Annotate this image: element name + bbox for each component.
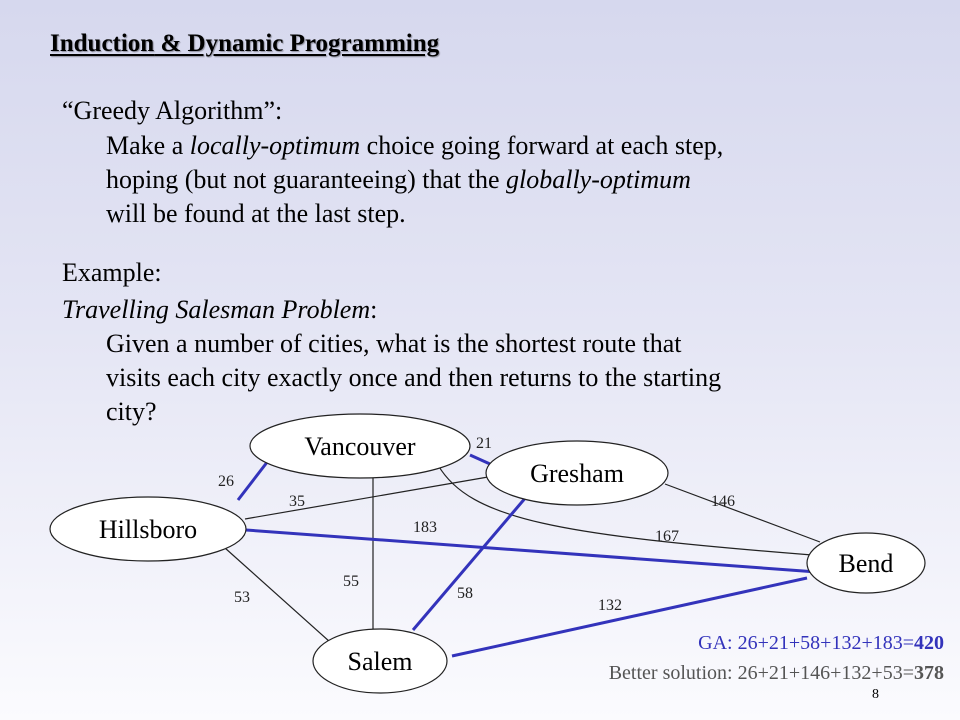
example-label: Example: xyxy=(62,258,162,287)
greedy-line-2: hoping (but not guaranteeing) that the globally-optimum xyxy=(106,165,691,194)
weight-vancouver-gresham: 21 xyxy=(476,435,492,452)
edge-hillsboro-gresham xyxy=(245,477,488,519)
label-vancouver: Vancouver xyxy=(304,432,416,461)
greedy-line-1: Make a locally-optimum choice going forward at each step, xyxy=(106,131,724,160)
title-part-dynamic-programming: & Dynamic Programming xyxy=(154,30,440,57)
label-bend: Bend xyxy=(838,549,894,578)
globally-optimum-term: globally-optimum xyxy=(506,165,691,194)
weight-hillsboro-gresham: 35 xyxy=(289,493,305,510)
label-hillsboro: Hillsboro xyxy=(98,515,198,544)
problem-line-2: visits each city exactly once and then returns to the starting xyxy=(106,363,722,392)
weight-hillsboro-vancouver: 26 xyxy=(218,473,234,490)
problem-name: Travelling Salesman Problem: xyxy=(62,295,378,324)
title-part-induction: Induction xyxy=(50,30,155,57)
label-gresham: Gresham xyxy=(530,459,624,488)
ga-total: 420 xyxy=(914,632,944,654)
weight-hillsboro-salem: 53 xyxy=(234,589,250,606)
weight-gresham-salem: 58 xyxy=(457,585,473,602)
greedy-line-3: will be found at the last step. xyxy=(106,199,406,228)
weight-gresham-bend: 146 xyxy=(711,493,735,510)
edge-vancouver-gresham xyxy=(470,455,490,464)
weight-vancouver-bend: 167 xyxy=(655,528,679,545)
edge-gresham-salem xyxy=(413,496,527,630)
weight-hillsboro-bend: 183 xyxy=(413,519,437,536)
edge-hillsboro-bend xyxy=(246,530,817,572)
label-salem: Salem xyxy=(347,647,413,676)
greedy-heading: “Greedy Algorithm”: xyxy=(62,96,283,125)
slide-number: 8 xyxy=(872,687,879,702)
ga-result: GA: 26+21+58+132+183=420 xyxy=(698,632,944,654)
better-result: Better solution: 26+21+146+132+53=378 xyxy=(608,662,944,684)
better-total: 378 xyxy=(914,662,944,684)
edge-hillsboro-vancouver xyxy=(238,461,268,500)
problem-line-3: city? xyxy=(106,397,157,426)
problem-line-1: Given a number of cities, what is the shortest route that xyxy=(106,329,682,358)
locally-optimum-term: locally-optimum xyxy=(189,131,361,160)
weight-salem-bend: 132 xyxy=(598,597,622,614)
weight-vancouver-salem: 55 xyxy=(343,573,359,590)
edge-gresham-bend xyxy=(665,484,820,542)
